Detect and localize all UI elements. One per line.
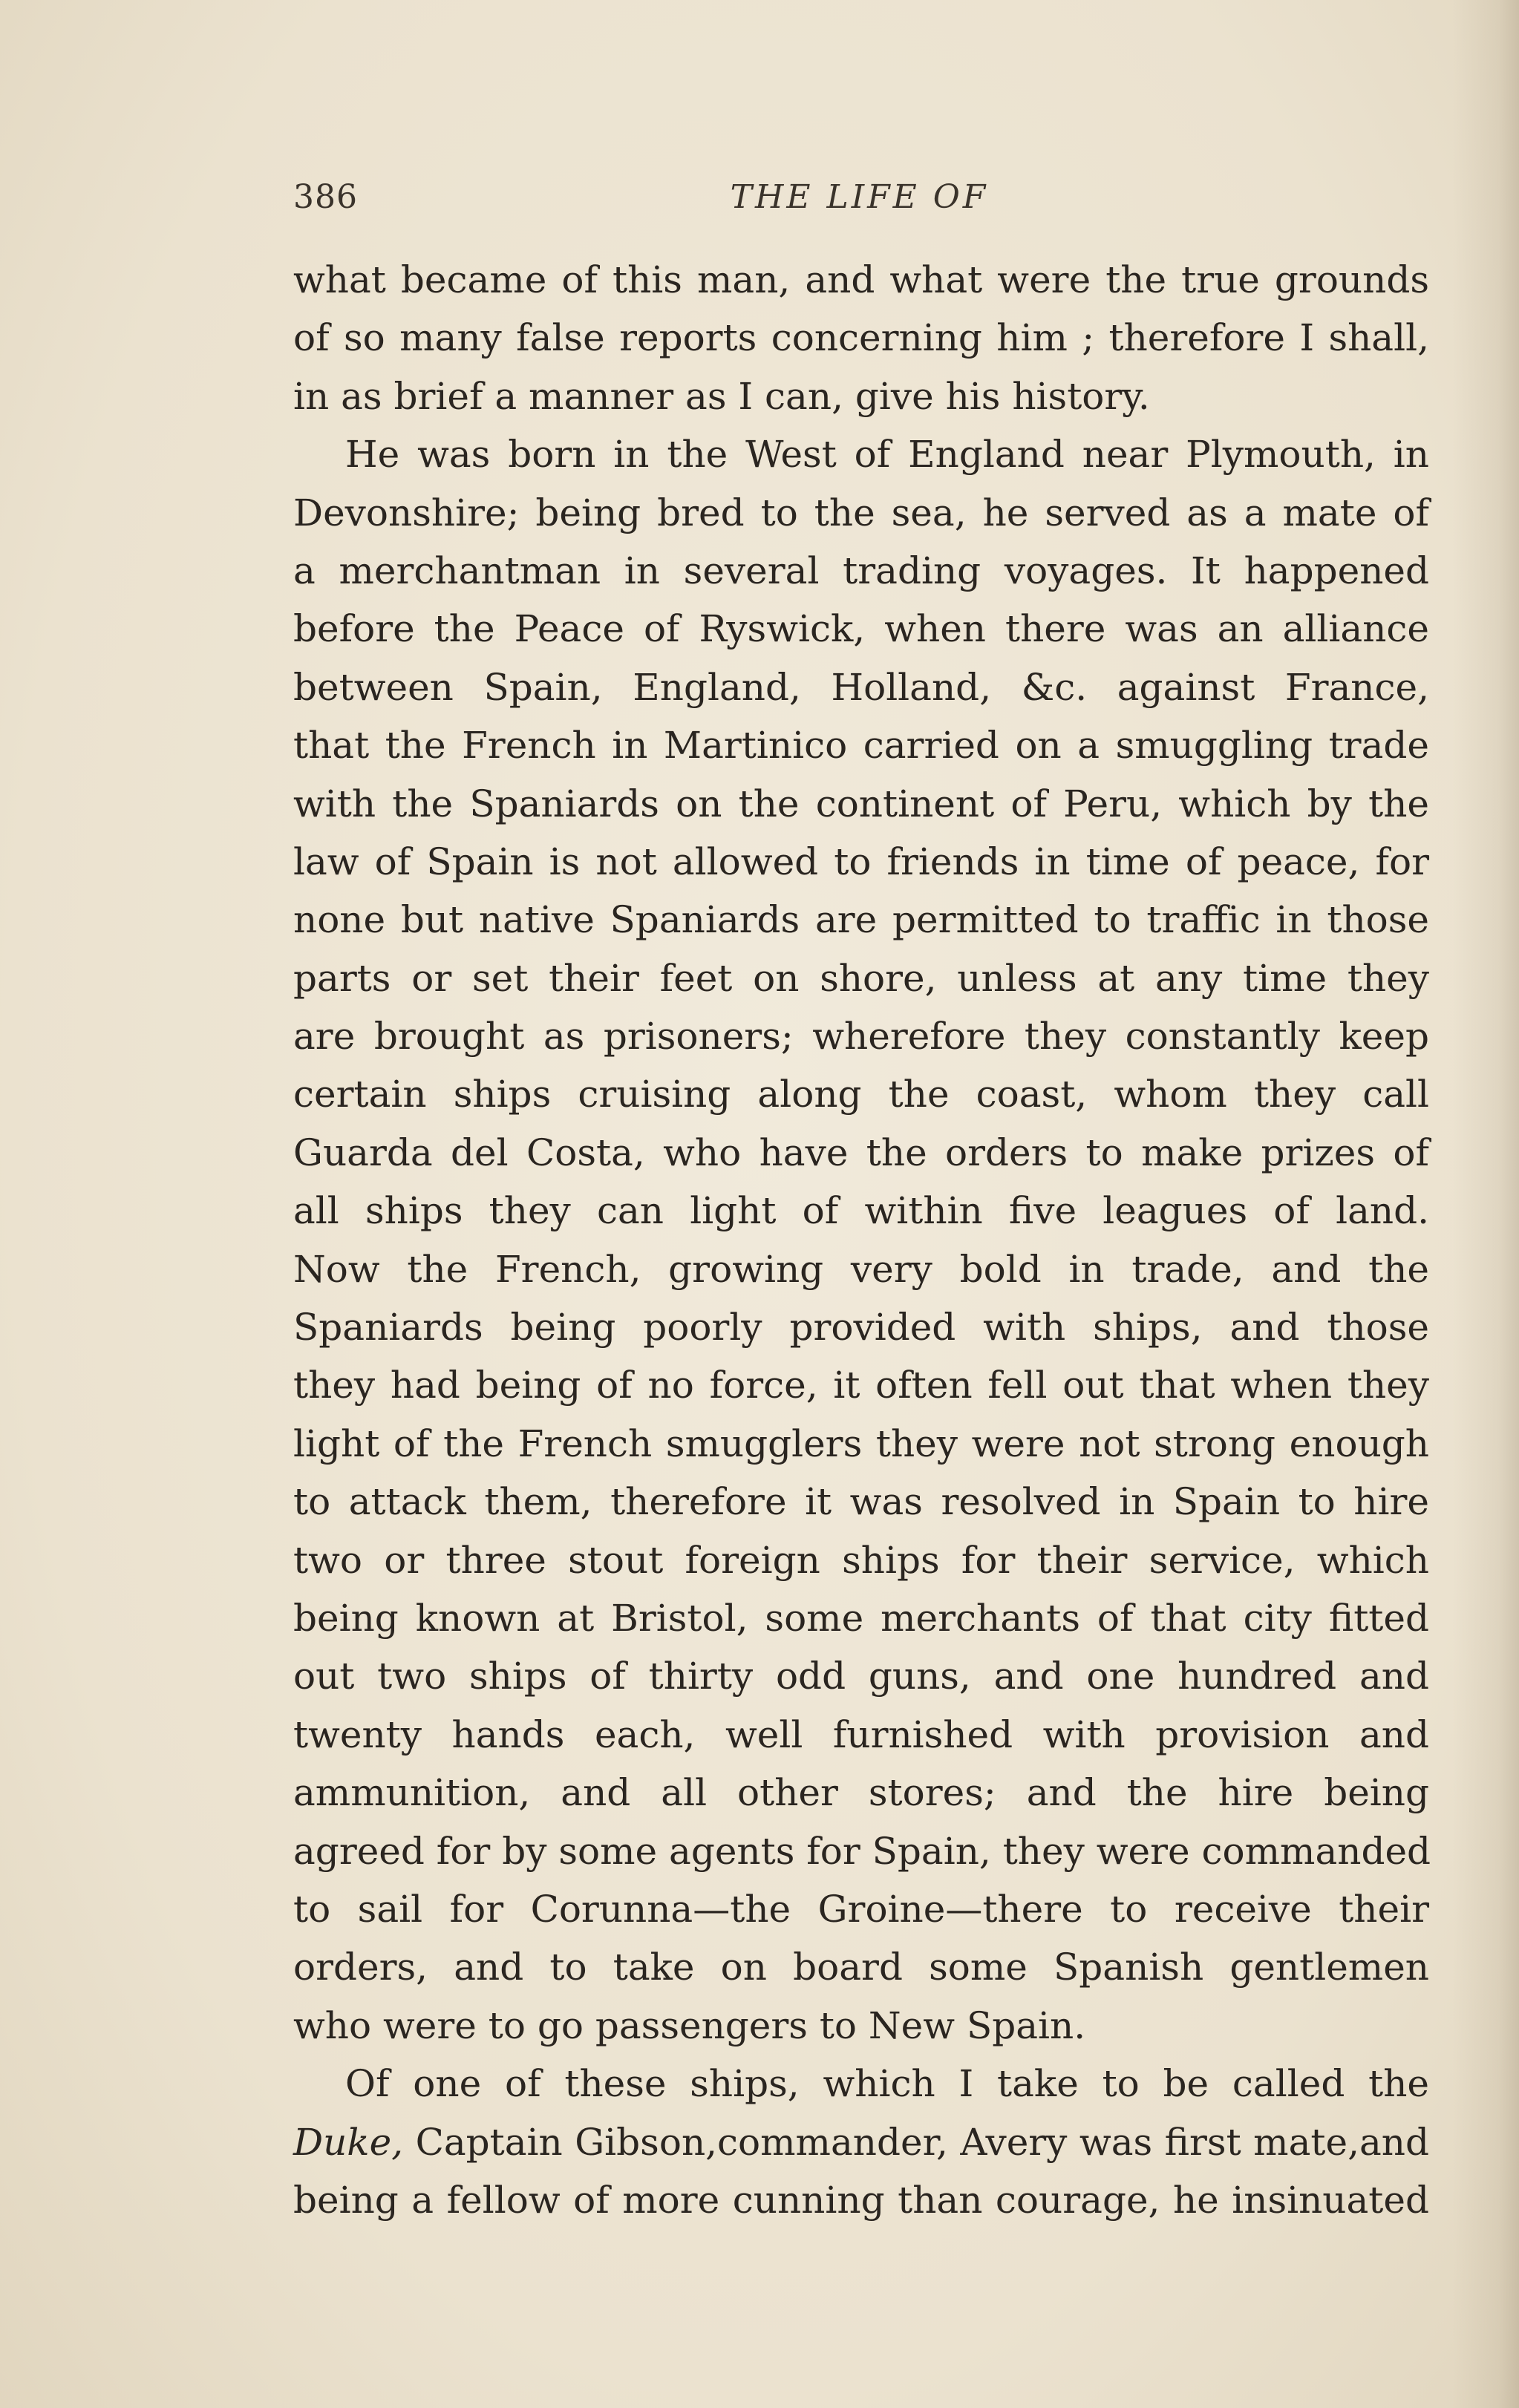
page-gutter-shadow bbox=[1452, 0, 1519, 2408]
text-line: Spaniards being poorly provided with ships, and those bbox=[293, 1306, 1429, 1349]
text-line: none but native Spaniards are permitted to traffic in those bbox=[293, 898, 1429, 942]
text-line: orders, and to take on board some Spanish gentlemen bbox=[293, 1946, 1429, 1989]
text-line: two or three stout foreign ships for their service, which bbox=[293, 1538, 1429, 1582]
text-line: with the Spaniards on the continent of Peru, which by the bbox=[293, 782, 1429, 825]
text-line: ammunition, and all other stores; and the hire being bbox=[293, 1771, 1429, 1815]
text-line-with-italic bbox=[293, 2113, 1429, 2171]
text-line: that the French in Martinico carried on a smuggling trade bbox=[293, 724, 1429, 768]
text-line: light of the French smugglers they were not strong enough bbox=[293, 1421, 1429, 1465]
text-line: who were to go passengers to New Spain. bbox=[293, 2003, 1086, 2047]
page-header bbox=[293, 178, 1425, 230]
text-line: what became of this man, and what were the true grounds bbox=[293, 258, 1429, 301]
text-line: all ships they can light of within five leagues of land. bbox=[293, 1189, 1429, 1233]
text-line: Now the French, growing very bold in trade, and the bbox=[293, 1247, 1429, 1291]
text-line: agreed for by some agents for Spain, they were commanded bbox=[293, 1829, 1431, 1873]
text-line: Guarda del Costa, who have the orders to make prizes of bbox=[293, 1131, 1429, 1174]
text-line: twenty hands each, well furnished with provision and bbox=[293, 1712, 1429, 1756]
text-line: between Spain, England, Holland, &c. against France, bbox=[293, 665, 1429, 709]
text-line: to sail for Corunna—the Groine—there to receive their bbox=[293, 1887, 1429, 1931]
paragraph-start-line: Of one of these ships, which I take to be called the bbox=[345, 2062, 1429, 2106]
text-line: they had being of no force, it often fell out that when they bbox=[293, 1364, 1429, 1407]
text-line: parts or set their feet on shore, unless at any time they bbox=[293, 956, 1429, 1000]
text-line: before the Peace of Ryswick, when there was an alliance bbox=[293, 607, 1429, 651]
running-title: THE LIFE OF bbox=[730, 178, 989, 216]
text-line-remainder: Captain Gibson,commander, Avery was first mate,and bbox=[415, 2120, 1429, 2164]
text-line: being known at Bristol, some merchants of that city fitted bbox=[293, 1596, 1429, 1640]
text-line: are brought as prisoners; wherefore they constantly keep bbox=[293, 1015, 1429, 1059]
text-line: in as brief a manner as I can, give his history. bbox=[293, 374, 1150, 418]
text-line: Devonshire; being bred to the sea, he served as a mate of bbox=[293, 491, 1429, 534]
body-text bbox=[293, 251, 1429, 2229]
text-line: to attack them, therefore it was resolved in Spain to hire bbox=[293, 1480, 1429, 1524]
text-line: of so many false reports concerning him ; therefore I shall, bbox=[293, 316, 1429, 360]
text-line: certain ships cruising along the coast, whom they call bbox=[293, 1073, 1429, 1116]
text-line: being a fellow of more cunning than courage, he insinuated bbox=[293, 2178, 1429, 2222]
italic-ship-name: Duke, bbox=[293, 2120, 404, 2164]
page-number: 386 bbox=[293, 178, 358, 216]
text-line: a merchantman in several trading voyages. It happened bbox=[293, 549, 1429, 592]
text-line: law of Spain is not allowed to friends in time of peace, for bbox=[293, 840, 1429, 883]
paragraph-start-line: He was born in the West of England near Plymouth, in bbox=[345, 433, 1429, 477]
text-line: out two ships of thirty odd guns, and one hundred and bbox=[293, 1655, 1429, 1698]
